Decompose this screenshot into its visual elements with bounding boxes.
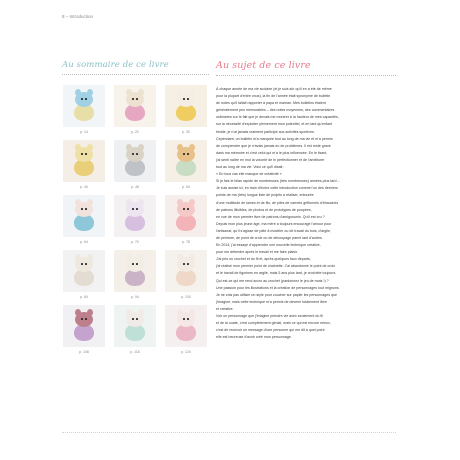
text-line: sur la nécessité d'exploiter pleinement mon potentiel, et en tant qu'enfant — [216, 122, 333, 127]
text-line: en vue de mon premier livre de patrons d'amigurumis. Qu'il est cru ? — [216, 214, 325, 219]
text-line: Une passion pour les illustrations et la création de personnages tout mignons. — [216, 285, 340, 290]
text-line: j'imagine, mais cette technique m'a permis de devenir totalement libre — [216, 299, 327, 304]
toy-thumbnail[interactable] — [62, 305, 106, 355]
page-reference: p. 48 — [131, 185, 139, 189]
about-body-text — [216, 86, 396, 341]
toy-thumbnail[interactable] — [113, 305, 157, 355]
text-line: de comprendre que je n'avais jamais eu de problèmes. Il est resté gravé — [216, 143, 331, 148]
unicorn-toy-icon — [114, 195, 156, 237]
text-line: dans ma mémoire et c'est celui qui m'a le plus influencée. En le lisant, — [216, 150, 328, 155]
fox-toy-icon — [165, 140, 207, 182]
about-section — [216, 60, 396, 341]
kitten-toy-icon — [165, 305, 207, 347]
pig-toy-icon — [165, 195, 207, 237]
toy-thumbnail[interactable] — [113, 195, 157, 245]
page-reference: p. 22 — [131, 130, 139, 134]
summary-section — [62, 60, 209, 355]
page-reference: p. 94 — [131, 295, 139, 299]
about-heading: Au sujet de ce livre — [216, 60, 396, 76]
text-line: timide, je n'ai jamais vraiment participé aux activités sportives. — [216, 129, 315, 134]
monkey-toy-icon — [63, 305, 105, 347]
toy-thumbnail[interactable] — [62, 250, 106, 300]
text-line: elle est heureuse d'avoir créé mon personnage. — [216, 335, 292, 340]
text-line: Je ne vois pas utiliser un style pour coucher sur papier les personnages que — [216, 292, 338, 297]
text-line: En 2014, j'ai essayé d'apprendre une nouvelle technique créative, — [216, 243, 321, 248]
page-reference: p. 54 — [182, 185, 190, 189]
puppy-toy-icon — [63, 250, 105, 292]
donkey-toy-icon — [114, 140, 156, 182]
page-reference: p. 30 — [182, 130, 190, 134]
text-line: et de la ouate, c'est complètement génial, mais ce qui est encore mieux, — [216, 321, 331, 326]
text-line: j'ai senti naître en moi la volonté de le perfectionner et de l'améliorer — [216, 157, 325, 162]
text-line: Depuis mon plus jeune âge, ma mère a toujours encouragé l'amour pour — [216, 221, 332, 226]
toy-thumbnail[interactable] — [164, 195, 208, 245]
text-line: Si je fais le bilan rapide de nombreuses (très nombreuses) années plus tard… — [216, 179, 341, 184]
text-line: Cependant, un bulletin m'a marquée tout au long de ma vie et m'a permis — [216, 136, 333, 141]
cat-toy-icon — [165, 250, 207, 292]
toy-thumbnail[interactable] — [113, 250, 157, 300]
toy-thumbnail[interactable] — [62, 85, 106, 135]
text-line: généralement peu mémorables – des notes moyennes, des commentaires — [216, 108, 335, 113]
text-line: tout au long de ma vie. Voici ce qu'il disait : — [216, 165, 285, 170]
running-head: 8 – Introduction — [62, 14, 94, 19]
text-line: « En tous cas elle manque de créativité » — [216, 172, 282, 177]
toy-thumbnail[interactable] — [62, 195, 106, 245]
text-line: j'ai réalisé mon premier point de chaînette. J'ai abandonné le point de croix — [216, 264, 336, 269]
page-reference: p. 64 — [80, 240, 88, 244]
text-line: l'artisanat, qu'il s'agisse de pâte à modeler ou de travail du bois, d'argile, — [216, 228, 332, 233]
toy-thumbnail[interactable] — [62, 140, 106, 190]
page-reference: p. 84 — [80, 295, 88, 299]
page-reference: p. 124 — [181, 350, 191, 354]
blue-bird-toy-icon — [63, 85, 105, 127]
summary-heading: Au sommaire de ce livre — [62, 60, 209, 75]
toy-thumbnail[interactable] — [113, 140, 157, 190]
page-reference: p. 70 — [131, 240, 139, 244]
toy-thumbnail[interactable] — [164, 250, 208, 300]
text-line: À chaque année de ma vie scolaire (et je suis sûr qu'il en a été de même — [216, 87, 332, 91]
page-reference: p. 40 — [80, 185, 88, 189]
text-line: J'ai pris un crochet et du fil et, après quelques faux départs, — [216, 257, 311, 262]
text-line: pour me détendre après le travail et me faire plaisir. — [216, 250, 298, 255]
text-line: de notes qu'il fallait rapporter à papa et maman. Mes bulletins étaient — [216, 101, 326, 106]
giraffe-toy-icon — [63, 140, 105, 182]
sheep-toy-icon — [114, 250, 156, 292]
page-reference: p. 78 — [182, 240, 190, 244]
text-line: de peinture, de point de croix ou de découpage parmi tant d'autres. — [216, 235, 323, 240]
toy-thumbnail[interactable] — [164, 85, 208, 135]
page-reference: p. 116 — [130, 350, 140, 354]
bunny-toy-icon — [114, 85, 156, 127]
text-line: et le travail de figurines en argile, mais 5 ans plus tard, je crochète toujours. — [216, 271, 337, 276]
toy-thumbnail[interactable] — [164, 305, 208, 355]
dino-toy-icon — [114, 305, 156, 347]
lamb-toy-icon — [165, 85, 207, 127]
text-line: Voir un personnage que j'imagine prendre vie avec seulement du fil — [216, 314, 323, 318]
text-line: points de ma (très) longue liste de projets à réaliser, entourée — [216, 193, 314, 198]
text-line: de patrons illisibles, de photos et de prototypes de poupées, — [216, 207, 312, 212]
page-reference: p. 100 — [181, 295, 191, 299]
toy-thumbnail[interactable] — [113, 85, 157, 135]
text-line: d'une multitude de laines et de fils, de piles de carnets griffonnés d'ébauches — [216, 200, 339, 205]
bear-toy-icon — [63, 195, 105, 237]
text-line: et créative. — [216, 306, 234, 311]
text-line: ordinaires sur le fait que je devais me montrer à la hauteur de mes capacités, — [216, 115, 339, 120]
bottom-divider — [62, 432, 396, 433]
toy-thumbnail[interactable] — [164, 140, 208, 190]
text-line: pour la plupart d'entre vous), la fin de l'année était synonyme de bulletin — [216, 94, 331, 99]
page-reference: p. 14 — [80, 130, 88, 134]
page-reference: p. 108 — [79, 350, 89, 354]
text-line: c'est de recevoir un message d'une personne qui me dit à quel point — [216, 328, 325, 333]
text-line: Je suis assise ici, en train d'écrire cette introduction comme l'un des derniers — [216, 186, 338, 191]
text-line: Qui est-ce qui me rend accro au crochet (pardonnez le jeu de mots !) ? — [216, 278, 329, 283]
toy-grid — [62, 85, 209, 355]
